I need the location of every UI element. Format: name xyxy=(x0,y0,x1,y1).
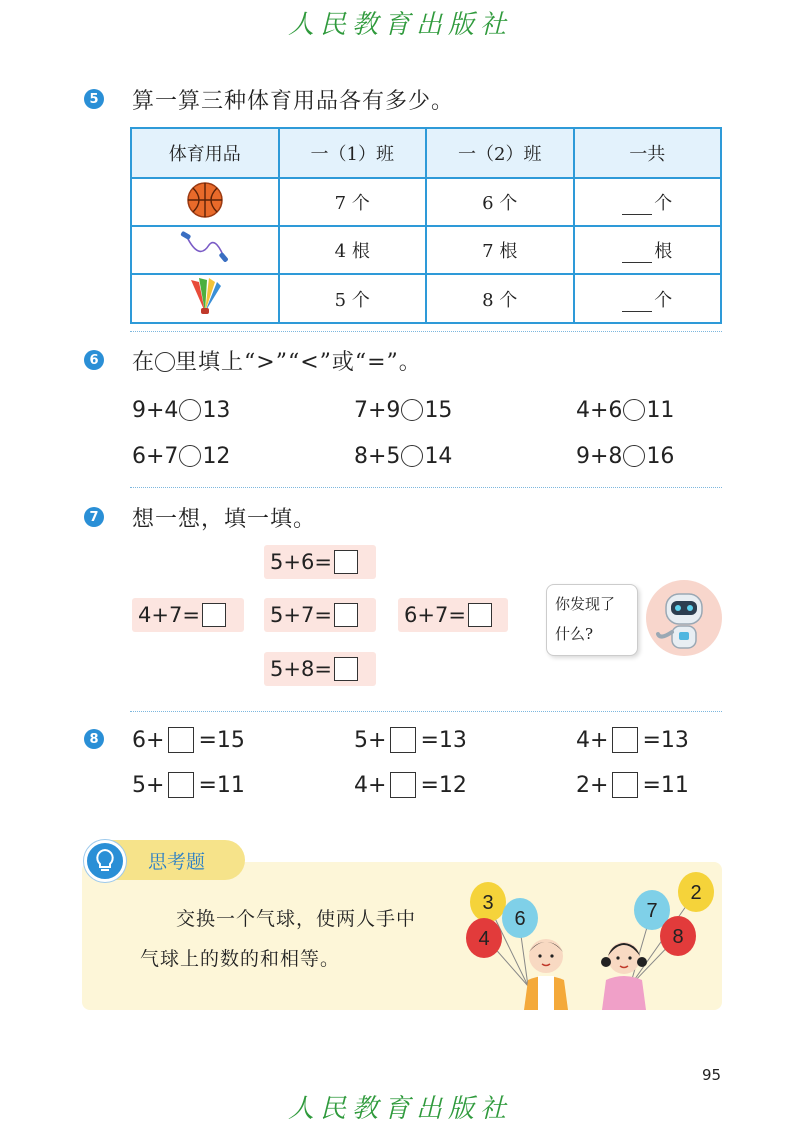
robot-icon xyxy=(644,578,724,658)
boy-with-balloons xyxy=(456,876,586,1012)
question-number-7: 7 xyxy=(84,507,104,527)
unit-label: 个 xyxy=(654,289,673,311)
think-line-2: 气球上的数的和相等。 xyxy=(140,948,341,970)
expr-right: =12 xyxy=(420,772,467,798)
expr-left: 5+ xyxy=(132,772,165,798)
compare-circle[interactable] xyxy=(623,399,645,421)
missing-addend-item xyxy=(576,771,689,799)
answer-square[interactable] xyxy=(168,772,194,798)
total-cell xyxy=(574,226,722,274)
compare-circle[interactable] xyxy=(179,399,201,421)
expr-left: 9+4 xyxy=(132,397,179,423)
girl-with-balloons xyxy=(592,870,722,1012)
header-equipment: 体育用品 xyxy=(131,128,279,178)
answer-square[interactable] xyxy=(168,727,194,753)
answer-blank[interactable] xyxy=(622,293,652,312)
section-divider xyxy=(130,487,722,488)
equation-text: 5+8= xyxy=(270,657,332,681)
page-number: 95 xyxy=(702,1066,722,1084)
table-row xyxy=(131,226,721,274)
question-number-5: 5 xyxy=(84,89,104,109)
balloon-label: 6 xyxy=(514,908,526,930)
equation-box xyxy=(264,652,376,686)
table-row xyxy=(131,274,721,323)
answer-blank[interactable] xyxy=(622,196,652,215)
class2-value: 7 根 xyxy=(426,226,574,274)
expr-left: 2+ xyxy=(576,772,609,798)
compare-circle[interactable] xyxy=(623,445,645,467)
equation-text: 4+7= xyxy=(138,603,200,627)
expr-right: 14 xyxy=(424,443,453,469)
compare-circle[interactable] xyxy=(401,399,423,421)
balloon-label: 4 xyxy=(478,928,490,950)
q6-title xyxy=(132,345,422,376)
header-class-2: 一（2）班 xyxy=(426,128,574,178)
lightbulb-icon xyxy=(84,840,126,882)
compare-item xyxy=(132,442,230,470)
balloon-label: 3 xyxy=(482,892,494,914)
equation-box xyxy=(132,598,244,632)
answer-square[interactable] xyxy=(612,772,638,798)
expr-left: 4+6 xyxy=(576,397,623,423)
equipment-cell xyxy=(131,226,279,274)
answer-square[interactable] xyxy=(202,603,226,627)
expr-left: 4+ xyxy=(576,727,609,753)
balloon-label: 2 xyxy=(690,882,702,904)
speech-bubble xyxy=(546,584,638,656)
expr-right: =13 xyxy=(420,727,467,753)
q5-title: 算一算三种体育用品各有多少。 xyxy=(132,89,455,114)
compare-item xyxy=(576,396,674,424)
answer-square[interactable] xyxy=(334,603,358,627)
jump-rope-icon xyxy=(179,231,231,265)
equation-text: 5+6= xyxy=(270,550,332,574)
equation-box xyxy=(264,545,376,579)
expr-left: 9+8 xyxy=(576,443,623,469)
think-tab: 思考题 xyxy=(110,840,245,880)
question-number-6: 6 xyxy=(84,350,104,370)
expr-right: =11 xyxy=(198,772,245,798)
class1-value: 7 个 xyxy=(279,178,427,226)
compare-circle[interactable] xyxy=(401,445,423,467)
class2-value: 6 个 xyxy=(426,178,574,226)
expr-left: 8+5 xyxy=(354,443,401,469)
missing-addend-item xyxy=(354,771,467,799)
question-number-8: 8 xyxy=(84,729,104,749)
unit-label: 个 xyxy=(654,193,673,214)
expr-right: 11 xyxy=(646,397,675,423)
expr-right: 12 xyxy=(202,443,231,469)
q7-title: 想一想，填一填。 xyxy=(132,507,317,532)
bubble-line-2: 什么? xyxy=(555,625,594,643)
expr-left: 7+9 xyxy=(354,397,401,423)
table-row xyxy=(131,178,721,226)
expr-left: 6+ xyxy=(132,727,165,753)
expr-right: 13 xyxy=(202,397,231,423)
shuttlecock-icon xyxy=(187,276,223,316)
compare-item xyxy=(576,442,674,470)
expr-right: 15 xyxy=(424,397,453,423)
equation-box xyxy=(398,598,508,632)
header-total: 一共 xyxy=(574,128,722,178)
equation-text: 5+7= xyxy=(270,603,332,627)
equipment-cell xyxy=(131,274,279,323)
expr-right: =15 xyxy=(198,727,245,753)
q6-title-post: 里填上“>”“<”或“=”。 xyxy=(175,350,422,375)
sports-equipment-table xyxy=(130,127,722,324)
compare-item xyxy=(354,442,452,470)
total-cell xyxy=(574,274,722,323)
answer-square[interactable] xyxy=(468,603,492,627)
q6-title-pre: 在 xyxy=(132,350,156,375)
section-divider xyxy=(130,711,722,712)
header-class-1: 一（1）班 xyxy=(279,128,427,178)
answer-square[interactable] xyxy=(334,550,358,574)
expr-left: 4+ xyxy=(354,772,387,798)
basketball-icon xyxy=(186,181,224,219)
publisher-footer: 人民教育出版社 xyxy=(287,1094,512,1124)
think-line-1: 交换一个气球，使两人手中 xyxy=(176,908,417,930)
bubble-line-1: 你发现了 xyxy=(555,595,616,613)
answer-square[interactable] xyxy=(390,727,416,753)
answer-square[interactable] xyxy=(612,727,638,753)
balloon-label: 8 xyxy=(672,926,684,948)
total-cell xyxy=(574,178,722,226)
compare-circle[interactable] xyxy=(179,445,201,467)
answer-square[interactable] xyxy=(390,772,416,798)
compare-item xyxy=(354,396,452,424)
expr-left: 5+ xyxy=(354,727,387,753)
balloon-label: 7 xyxy=(646,900,658,922)
missing-addend-item xyxy=(132,771,245,799)
missing-addend-item xyxy=(132,726,245,754)
class1-value: 5 个 xyxy=(279,274,427,323)
class1-value: 4 根 xyxy=(279,226,427,274)
expr-left: 6+7 xyxy=(132,443,179,469)
expr-right: =11 xyxy=(642,772,689,798)
section-divider xyxy=(130,331,722,332)
class2-value: 8 个 xyxy=(426,274,574,323)
equipment-cell xyxy=(131,178,279,226)
answer-blank[interactable] xyxy=(622,244,652,263)
publisher-header: 人民教育出版社 xyxy=(287,10,512,40)
unit-label: 根 xyxy=(654,241,673,262)
expr-right: 16 xyxy=(646,443,675,469)
table-header-row xyxy=(131,128,721,178)
expr-right: =13 xyxy=(642,727,689,753)
compare-item xyxy=(132,396,230,424)
circle-icon xyxy=(155,352,175,372)
missing-addend-item xyxy=(354,726,467,754)
equation-text: 6+7= xyxy=(404,603,466,627)
equation-box xyxy=(264,598,376,632)
missing-addend-item xyxy=(576,726,689,754)
answer-square[interactable] xyxy=(334,657,358,681)
